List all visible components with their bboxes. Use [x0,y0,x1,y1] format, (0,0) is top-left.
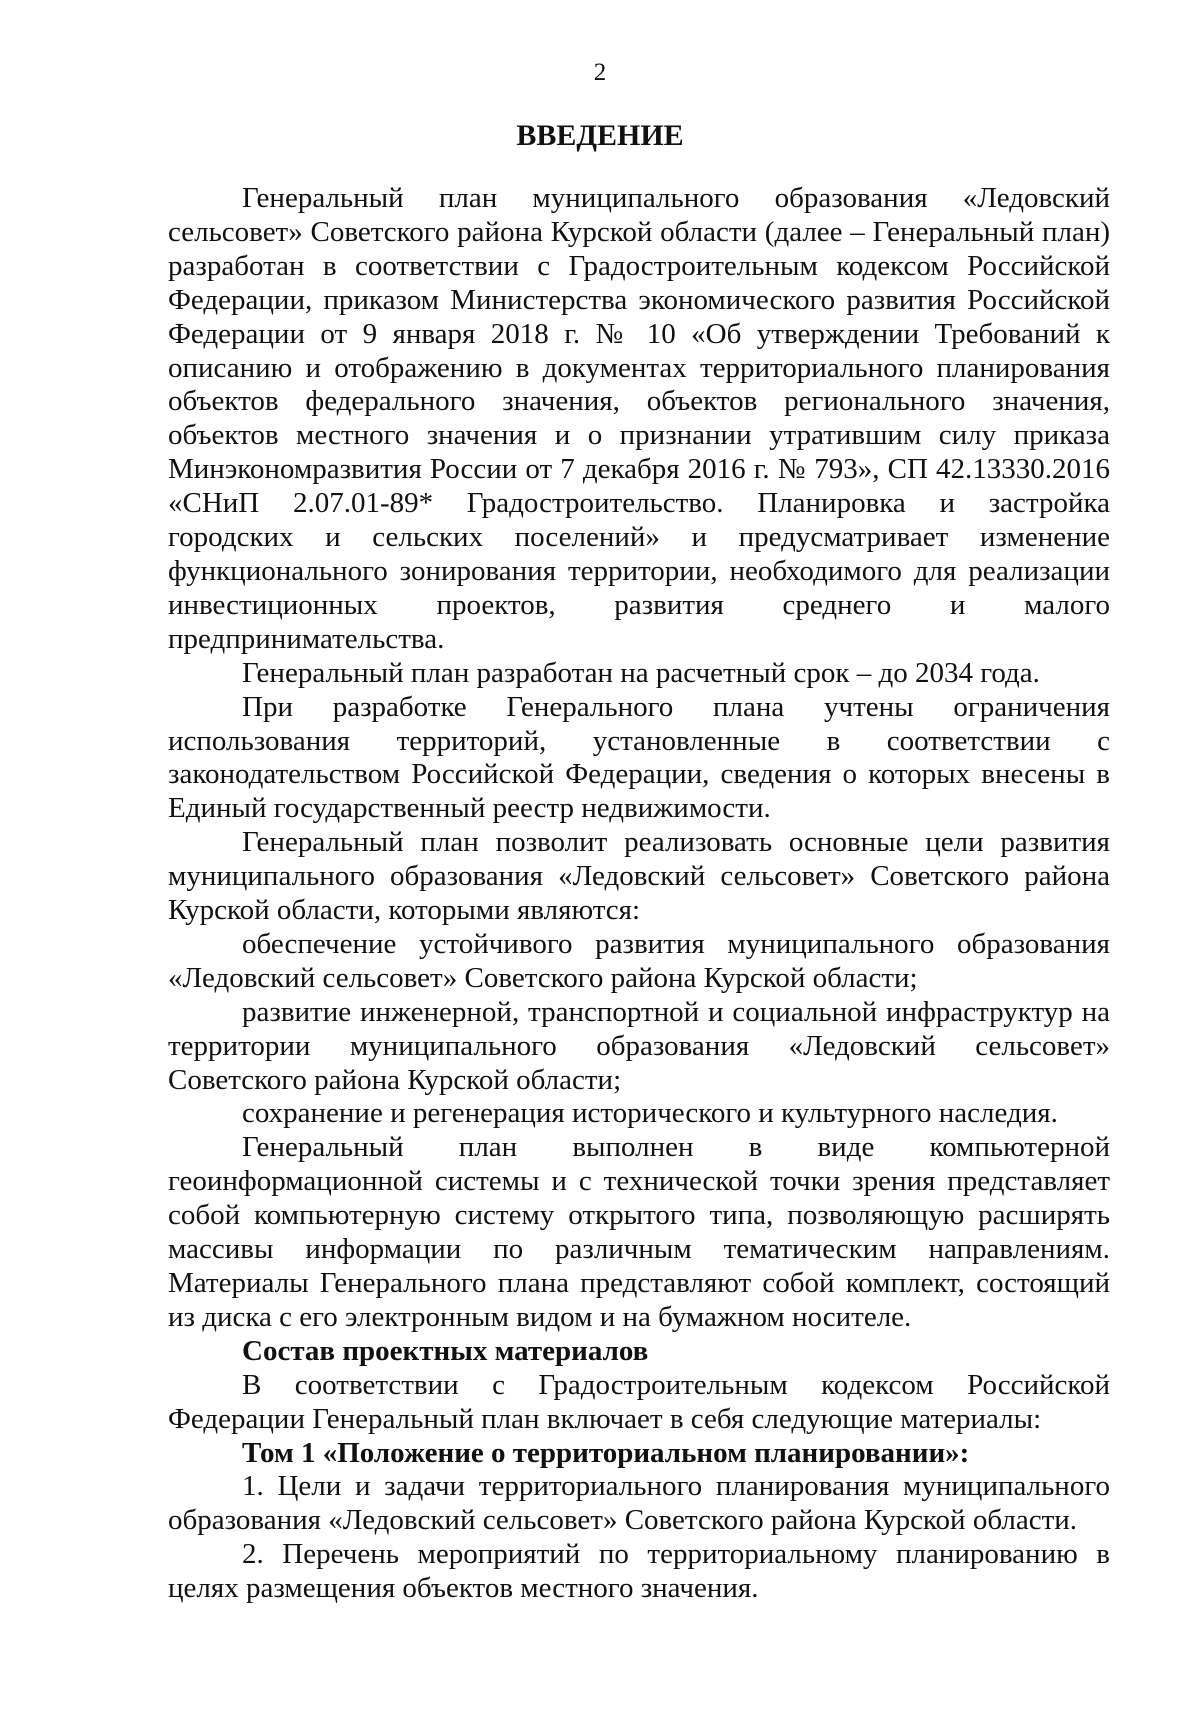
paragraph: Генеральный план муниципального образования «Ледовский сельсовет» Советского района Курской области (далее – Генеральный план) разработан в соответствии с Градостроительным кодексом Российской Федерации, приказом Министерства экономического развития Российской Федерации от 9 января 2018 г. № 10 «Об утверждении Требований к описанию и отображению в документах территориального планирования объектов федерального значения, объектов регионального значения, объектов местного значения и о признании утратившим силу приказа Минэкономразвития России от 7 декабря 2016 г. № 793», СП 42.13330.2016 «СНиП 2.07.01-89* Градостроительство. Планировка и застройка городских и сельских поселений» и предусматривает изменение функционального зонирования территории, необходимого для реализации инвестиционных проектов, развития среднего и малого предпринимательства. [168,182,1110,655]
paragraph: Генеральный план позволит реализовать основные цели развития муниципального образования «Ледовский сельсовет» Советского района Курской области, которыми являются: [168,826,1110,927]
list-item: 1. Цели и задачи территориального планирования муниципального образования «Ледовский сельсовет» Советского района Курской области. [168,1470,1110,1537]
volume-heading: Том 1 «Положение о территориальном планировании»: [242,1436,970,1469]
paragraph: Генеральный план разработан на расчетный срок – до 2034 года. [242,656,1040,689]
section-heading: Состав проектных материалов [242,1334,649,1367]
page-number: 2 [593,59,607,86]
list-item: 2. Перечень мероприятий по территориальному планированию в целях размещения объектов местного значения. [168,1538,1110,1605]
paragraph: обеспечение устойчивого развития муниципального образования «Ледовский сельсовет» Советского района Курской области; [168,927,1110,994]
document-body [168,182,1110,1606]
paragraph: Генеральный план выполнен в виде компьютерной геоинформационной системы и с технической точки зрения представляет собой компьютерную систему открытого типа, позволяющую расширять массивы информации по различным тематическим направлениям. Материалы Генерального плана представляют собой комплект, состоящий из диска с его электронным видом и на бумажном носителе. [168,1131,1110,1333]
paragraph: При разработке Генерального плана учтены ограничения использования территорий, установленные в соответствии с законодательством Российской Федерации, сведения о которых внесены в Единый государственный реестр недвижимости. [168,690,1110,825]
paragraph: В соответствии с Градостроительным кодексом Российской Федерации Генеральный план включает в себя следующие материалы: [168,1368,1110,1435]
document-title: ВВЕДЕНИЕ [516,119,684,152]
paragraph: сохранение и регенерация исторического и культурного наследия. [242,1097,1058,1130]
paragraph: развитие инженерной, транспортной и социальной инфраструктур на территории муниципального образования «Ледовский сельсовет» Советского района Курской области; [168,995,1110,1096]
